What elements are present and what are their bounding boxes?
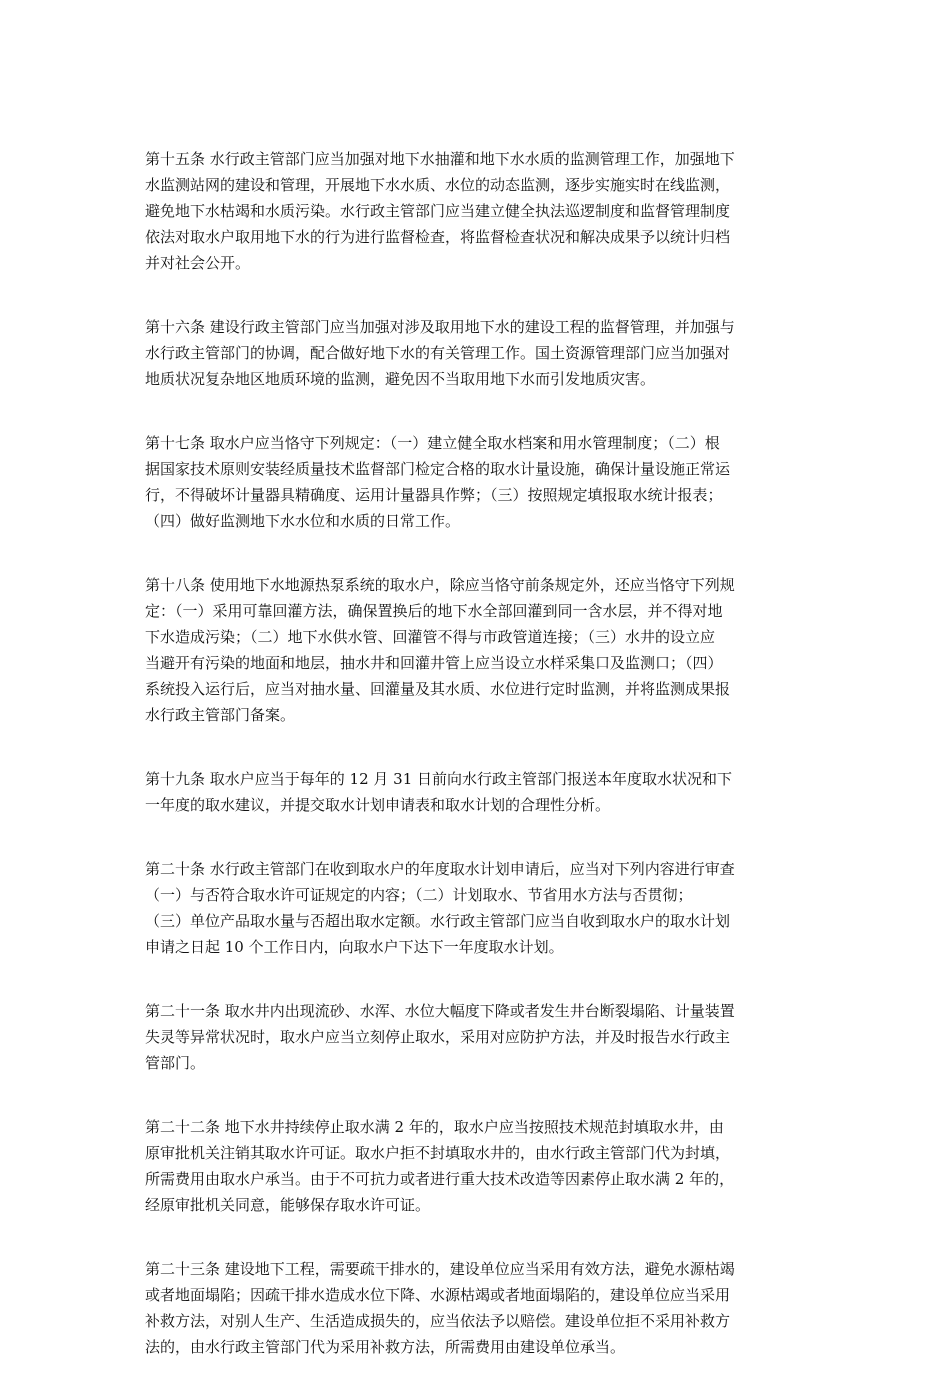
text-line: 申请之日起 10 个工作日内，向取水户下达下一年度取水计划。 xyxy=(145,938,564,956)
article-16 xyxy=(145,314,815,392)
text-line: 一年度的取水建议，并提交取水计划申请表和取水计划的合理性分析。 xyxy=(145,796,611,814)
text-line: 第十五条 水行政主管部门应当加强对地下水抽灌和地下水水质的监测管理工作，加强地下 xyxy=(145,150,735,168)
text-line: 经原审批机关同意，能够保存取水许可证。 xyxy=(145,1196,431,1214)
text-line: 第二十三条 建设地下工程，需要疏干排水的，建设单位应当采用有效方法，避免水源枯竭 xyxy=(145,1260,735,1278)
text-line: 第二十二条 地下水井持续停止取水满 2 年的，取水户应当按照技术规范封填取水井，由 xyxy=(145,1118,724,1136)
text-line: 据国家技术原则安装经质量技术监督部门检定合格的取水计量设施，确保计量设施正常运 xyxy=(145,460,731,478)
article-18 xyxy=(145,572,815,728)
article-20 xyxy=(145,856,815,960)
article-23 xyxy=(145,1256,815,1360)
text-line: 所需费用由取水户承当。由于不可抗力或者进行重大技术改造等因素停止取水满 2 年的， xyxy=(145,1170,735,1188)
text-line: 法的，由水行政主管部门代为采用补救方法，所需费用由建设单位承当。 xyxy=(145,1338,626,1356)
text-line: 原审批机关注销其取水许可证。取水户拒不封填取水井的，由水行政主管部门代为封填， xyxy=(145,1144,731,1162)
article-21 xyxy=(145,998,815,1076)
article-17 xyxy=(145,430,815,534)
text-line: 下水造成污染；（二）地下水供水管、回灌管不得与市政管道连接；（三）水井的设立应 xyxy=(145,628,716,646)
text-line: 系统投入运行后，应当对抽水量、回灌量及其水质、水位进行定时监测，并将监测成果报 xyxy=(145,680,731,698)
article-19 xyxy=(145,766,815,818)
text-line: 并对社会公开。 xyxy=(145,254,251,272)
text-line: 水行政主管部门备案。 xyxy=(145,706,296,724)
text-line: 水监测站网的建设和管理，开展地下水水质、水位的动态监测，逐步实施实时在线监测， xyxy=(145,176,731,194)
text-line: 第十八条 使用地下水地源热泵系统的取水户，除应当恪守前条规定外，还应当恪守下列规 xyxy=(145,576,735,594)
text-line: 地质状况复杂地区地质环境的监测，避免因不当取用地下水而引发地质灾害。 xyxy=(145,370,656,388)
document-body xyxy=(145,146,815,1398)
text-line: 行，不得破坏计量器具精确度、运用计量器具作弊；（三）按照规定填报取水统计报表； xyxy=(145,486,723,504)
text-line: 水行政主管部门的协调，配合做好地下水的有关管理工作。国土资源管理部门应当加强对 xyxy=(145,344,731,362)
text-line: 当避开有污染的地面和地层，抽水井和回灌井管上应当设立水样采集口及监测口；（四） xyxy=(145,654,723,672)
text-line: （四）做好监测地下水水位和水质的日常工作。 xyxy=(145,512,461,530)
text-line: 第二十条 水行政主管部门在收到取水户的年度取水计划申请后，应当对下列内容进行审查 xyxy=(145,860,735,878)
text-line: 定：（一）采用可靠回灌方法，确保置换后的地下水全部回灌到同一含水层，并不得对地 xyxy=(145,602,723,620)
text-line: 第十七条 取水户应当恪守下列规定：（一）建立健全取水档案和用水管理制度；（二）根 xyxy=(145,434,720,452)
article-22 xyxy=(145,1114,815,1218)
text-line: 依法对取水户取用地下水的行为进行监督检查，将监督检查状况和解决成果予以统计归档 xyxy=(145,228,731,246)
text-line: 或者地面塌陷；因疏干排水造成水位下降、水源枯竭或者地面塌陷的，建设单位应当采用 xyxy=(145,1286,731,1304)
text-line: 失灵等异常状况时，取水户应当立刻停止取水，采用对应防护方法，并及时报告水行政主 xyxy=(145,1028,731,1046)
article-15 xyxy=(145,146,815,276)
text-line: 避免地下水枯竭和水质污染。水行政主管部门应当建立健全执法巡逻制度和监督管理制度 xyxy=(145,202,731,220)
text-line: 第十六条 建设行政主管部门应当加强对涉及取用地下水的建设工程的监督管理，并加强与 xyxy=(145,318,735,336)
text-line: 第二十一条 取水井内出现流砂、水浑、水位大幅度下降或者发生井台断裂塌陷、计量装置 xyxy=(145,1002,735,1020)
text-line: 补救方法，对别人生产、生活造成损失的，应当依法予以赔偿。建设单位拒不采用补救方 xyxy=(145,1312,731,1330)
text-line: 管部门。 xyxy=(145,1054,206,1072)
text-line: 第十九条 取水户应当于每年的 12 月 31 日前向水行政主管部门报送本年度取水状况和下 xyxy=(145,770,733,788)
text-line: （三）单位产品取水量与否超出取水定额。水行政主管部门应当自收到取水户的取水计划 xyxy=(145,912,731,930)
text-line: （一）与否符合取水许可证规定的内容；（二）计划取水、节省用水方法与否贯彻； xyxy=(145,886,693,904)
